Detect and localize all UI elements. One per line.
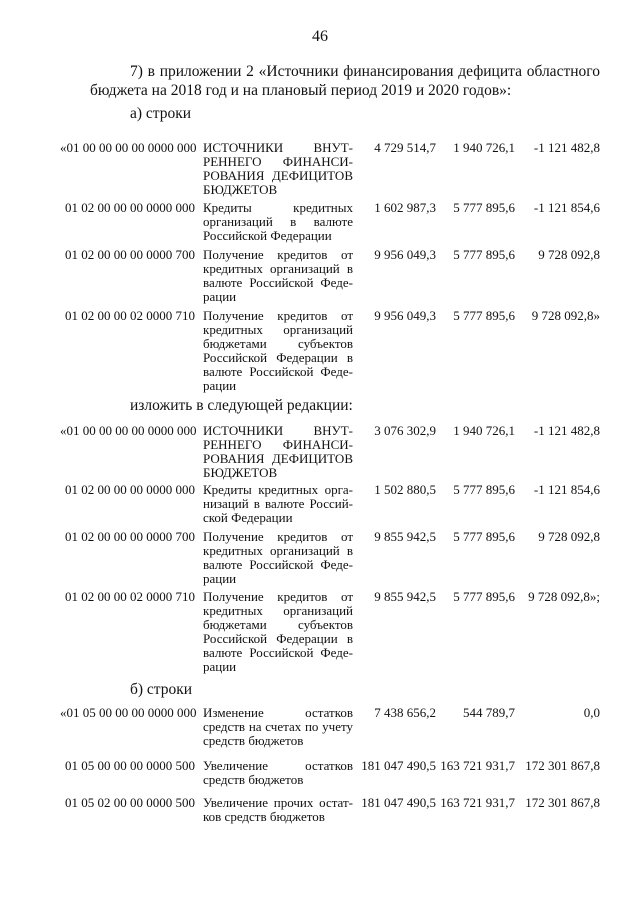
- value-2019: 1 940 726,1: [453, 423, 515, 438]
- row-name: Получение кредитов от кредитных организаций бюджетами субъектов Российской Федерации в валюте Российской Феде-рации: [203, 589, 353, 674]
- row-name: Увеличение остатков средств бюджетов: [203, 758, 353, 787]
- value-2020: 9 728 092,8»;: [528, 589, 600, 604]
- value-2019: 5 777 895,6: [453, 482, 515, 497]
- value-2020: 9 728 092,8: [538, 529, 600, 544]
- replacement-phrase: изложить в следующей редакции:: [130, 397, 353, 414]
- budget-code: «01 00 00 00 00 0000 000: [60, 140, 197, 155]
- value-2019: 163 721 931,7: [440, 795, 515, 810]
- budget-code: 01 02 00 00 00 0000 700: [65, 247, 195, 262]
- value-2018: 181 047 490,5: [361, 795, 436, 810]
- value-2020: 0,0: [583, 705, 600, 720]
- value-2019: 544 789,7: [463, 705, 515, 720]
- row-name: Увеличение прочих остат-ков средств бюджетов: [203, 795, 353, 824]
- value-2019: 163 721 931,7: [440, 758, 515, 773]
- subsection-b-heading: б) строки: [130, 681, 193, 698]
- budget-code: 01 02 00 00 02 0000 710: [65, 308, 195, 323]
- row-name: Кредиты кредитных орга-низаций в валюте Россий-ской Федерации: [203, 482, 353, 525]
- value-2018: 7 438 656,2: [374, 705, 436, 720]
- value-2018: 4 729 514,7: [374, 140, 436, 155]
- budget-code: 01 05 00 00 00 0000 500: [65, 758, 195, 773]
- row-name: Получение кредитов от кредитных организаций в валюте Российской Феде-рации: [203, 247, 353, 304]
- value-2019: 5 777 895,6: [453, 589, 515, 604]
- budget-code: 01 02 00 00 00 0000 000: [65, 482, 195, 497]
- row-name: Получение кредитов от кредитных организаций бюджетами субъектов Российской Федерации в валюте Российской Феде-рации: [203, 308, 353, 393]
- value-2018: 9 855 942,5: [374, 529, 436, 544]
- value-2018: 1 502 880,5: [374, 482, 436, 497]
- value-2019: 5 777 895,6: [453, 200, 515, 215]
- subsection-a-heading: а) строки: [130, 105, 192, 122]
- budget-code: «01 00 00 00 00 0000 000: [60, 423, 197, 438]
- value-2018: 9 956 049,3: [374, 308, 436, 323]
- value-2018: 3 076 302,9: [374, 423, 436, 438]
- value-2019: 5 777 895,6: [453, 308, 515, 323]
- value-2019: 5 777 895,6: [453, 247, 515, 262]
- budget-code: 01 02 00 00 02 0000 710: [65, 589, 195, 604]
- value-2020: -1 121 854,6: [533, 200, 600, 215]
- value-2018: 9 956 049,3: [374, 247, 436, 262]
- value-2020: 9 728 092,8: [538, 247, 600, 262]
- value-2020: 172 301 867,8: [525, 795, 600, 810]
- value-2018: 9 855 942,5: [374, 589, 436, 604]
- value-2020: 172 301 867,8: [525, 758, 600, 773]
- value-2019: 1 940 726,1: [453, 140, 515, 155]
- budget-code: 01 02 00 00 00 0000 700: [65, 529, 195, 544]
- value-2020: -1 121 482,8: [533, 140, 600, 155]
- budget-code: 01 05 02 00 00 0000 500: [65, 795, 195, 810]
- value-2019: 5 777 895,6: [453, 529, 515, 544]
- section-intro-paragraph: 7) в приложении 2 «Источники финансирования дефицита областного бюджета на 2018 год и на плановый период 2019 и 2020 годов»:: [90, 63, 600, 99]
- value-2020: 9 728 092,8»: [531, 308, 600, 323]
- row-name: Получение кредитов от кредитных организаций в валюте Российской Феде-рации: [203, 529, 353, 586]
- value-2020: -1 121 482,8: [533, 423, 600, 438]
- page-number: 46: [312, 28, 328, 45]
- value-2020: -1 121 854,6: [533, 482, 600, 497]
- budget-code: 01 02 00 00 00 0000 000: [65, 200, 195, 215]
- row-name: ИСТОЧНИКИ ВНУТ-РЕННЕГО ФИНАНСИ-РОВАНИЯ ДЕФИЦИТОВ БЮДЖЕТОВ: [203, 140, 353, 197]
- row-name: ИСТОЧНИКИ ВНУТ-РЕННЕГО ФИНАНСИ-РОВАНИЯ ДЕФИЦИТОВ БЮДЖЕТОВ: [203, 423, 353, 480]
- value-2018: 181 047 490,5: [361, 758, 436, 773]
- row-name: Кредиты кредитных организаций в валюте Российской Федерации: [203, 200, 353, 243]
- budget-code: «01 05 00 00 00 0000 000: [60, 705, 197, 720]
- row-name: Изменение остатков средств на счетах по учету средств бюджетов: [203, 705, 353, 748]
- value-2018: 1 602 987,3: [374, 200, 436, 215]
